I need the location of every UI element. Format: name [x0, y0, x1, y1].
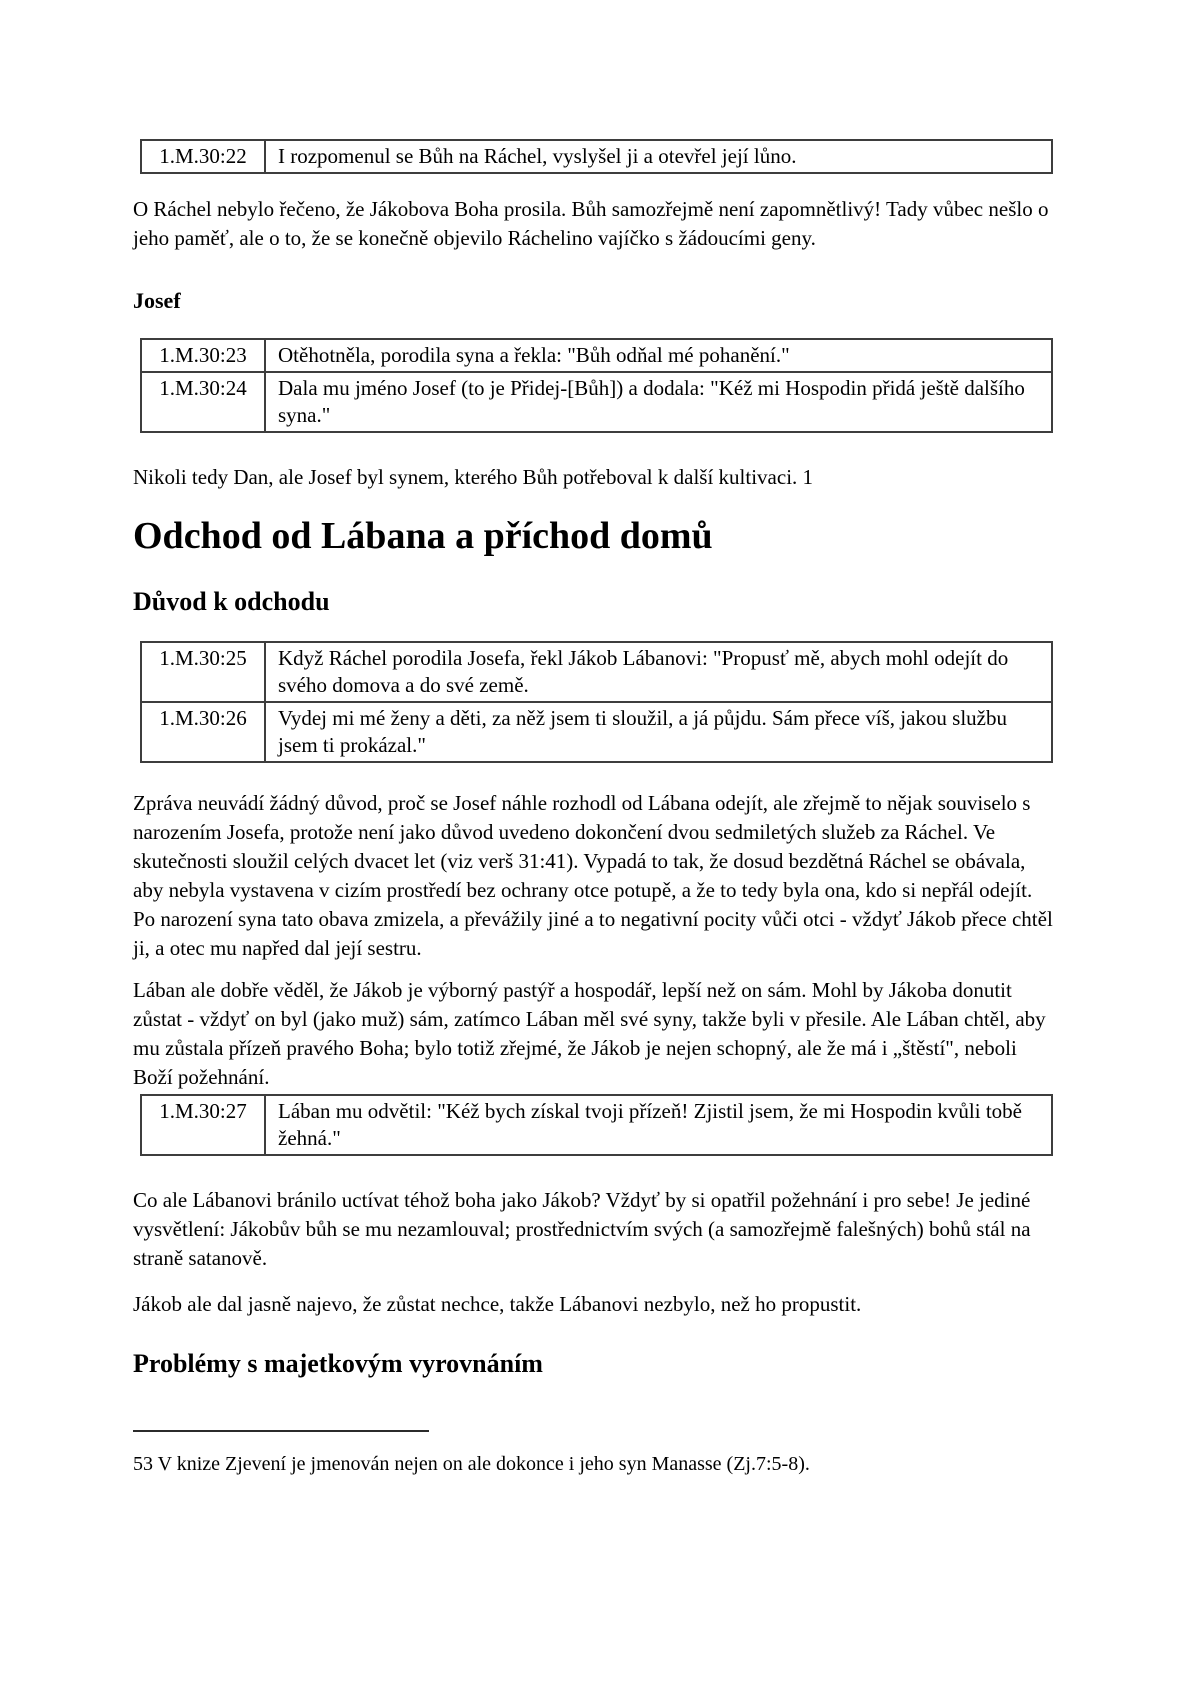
- section-heading-josef: Josef: [133, 288, 181, 313]
- verse-table-30-23-24: [140, 338, 1053, 433]
- verse-table-30-27: [140, 1094, 1053, 1156]
- paragraph-laban-boha-comment: Co ale Lábanovi bránilo uctívat téhož boha jako Jákob? Vždyť by si opatřil požehnání i pro sebe! Je jediné vysvětlení: Jákobův bůh se mu nezamlouval; prostřednictvím svých (a samozřejmě falešných) bohů stál na straně satanově.: [133, 1188, 1031, 1270]
- paragraph-josef-comment: Nikoli tedy Dan, ale Josef byl synem, kterého Bůh potřeboval k další kultivaci. 1: [133, 465, 814, 489]
- section-heading-duvod: Důvod k odchodu: [133, 587, 330, 616]
- verse-text: I rozpomenul se Bůh na Ráchel, vyslyšel ji a otevřel její lůno.: [265, 140, 1052, 173]
- page-content: [0, 139, 1190, 1478]
- verse-row: [141, 702, 1052, 762]
- verse-text: Otěhotněla, porodila syna a řekla: "Bůh odňal mé pohanění.": [265, 339, 1052, 372]
- verse-ref: 1.M.30:27: [141, 1095, 265, 1155]
- verse-ref: 1.M.30:25: [141, 642, 265, 702]
- verse-ref: 1.M.30:23: [141, 339, 265, 372]
- chapter-heading-odchod: Odchod od Lábana a příchod domů: [133, 515, 713, 557]
- verse-row: [141, 339, 1052, 372]
- verse-row: [141, 372, 1052, 432]
- verse-ref: 1.M.30:22: [141, 140, 265, 173]
- paragraph-zprava-comment: Zpráva neuvádí žádný důvod, proč se Josef náhle rozhodl od Lábana odejít, ale zřejmě to nějak souviselo s narozením Josefa, protože není jako důvod uvedeno dokončení dvou sedmiletých služeb za Ráchel. Ve skutečnosti sloužil celých dvacet let (viz verš 31:41). Vypadá to tak, že dosud bezdětná Ráchel se obávala, aby nebyla vystavena v cizím prostředí bez ochrany otce potupě, a že to tedy byla ona, kdo si nepřál odejít. Po narození syna tato obava zmizela, a převážily jiné a to negativní pocity vůči otci - vždyť Jákob přece chtěl ji, a otec mu napřed dal její sestru.: [133, 791, 1053, 960]
- verse-table-30-22: [140, 139, 1053, 174]
- paragraph-jakob-najevo-comment: Jákob ale dal jasně najevo, že zůstat nechce, takže Lábanovi nezbylo, než ho propustit.: [133, 1292, 862, 1316]
- verse-row: [141, 140, 1052, 173]
- footnote-text: 53 V knize Zjevení je jmenován nejen on ale dokonce i jeho syn Manasse (Zj.7:5-8).: [133, 1453, 810, 1475]
- verse-ref: 1.M.30:24: [141, 372, 265, 432]
- verse-text: Když Ráchel porodila Josefa, řekl Jákob Lábanovi: "Propusť mě, abych mohl odejít do svého domova a do své země.: [265, 642, 1052, 702]
- verse-text: Lában mu odvětil: "Kéž bych získal tvoji přízeň! Zjistil jsem, že mi Hospodin kvůli tobě žehná.": [265, 1095, 1052, 1155]
- section-heading-problemy: Problémy s majetkovým vyrovnáním: [133, 1349, 543, 1378]
- paragraph-laban-comment: Lában ale dobře věděl, že Jákob je výborný pastýř a hospodář, lepší než on sám. Mohl by Jákoba donutit zůstat - vždyť on byl (jako muž) sám, zatímco Lában měl své syny, takže byli v přesile. Ale Lában chtěl, aby mu zůstala přízeň pravého Boha; bylo totiž zřejmé, že Jákob je nejen schopný, ale že má i „štěstí", neboli Boží požehnání.: [133, 978, 1046, 1089]
- paragraph-rachel-comment: O Ráchel nebylo řečeno, že Jákobova Boha prosila. Bůh samozřejmě není zapomnětlivý! Tady vůbec nešlo o jeho paměť, ale o to, že se konečně objevilo Ráchelino vajíčko s žádoucími geny.: [133, 197, 1049, 250]
- verse-row: [141, 1095, 1052, 1155]
- verse-table-30-25-26: [140, 641, 1053, 763]
- verse-row: [141, 642, 1052, 702]
- verse-text: Vydej mi mé ženy a děti, za něž jsem ti sloužil, a já půjdu. Sám přece víš, jakou službu jsem ti prokázal.": [265, 702, 1052, 762]
- verse-text: Dala mu jméno Josef (to je Přidej-[Bůh]) a dodala: "Kéž mi Hospodin přidá ještě dalšího syna.": [265, 372, 1052, 432]
- verse-ref: 1.M.30:26: [141, 702, 265, 762]
- footnote-separator: [133, 1430, 429, 1432]
